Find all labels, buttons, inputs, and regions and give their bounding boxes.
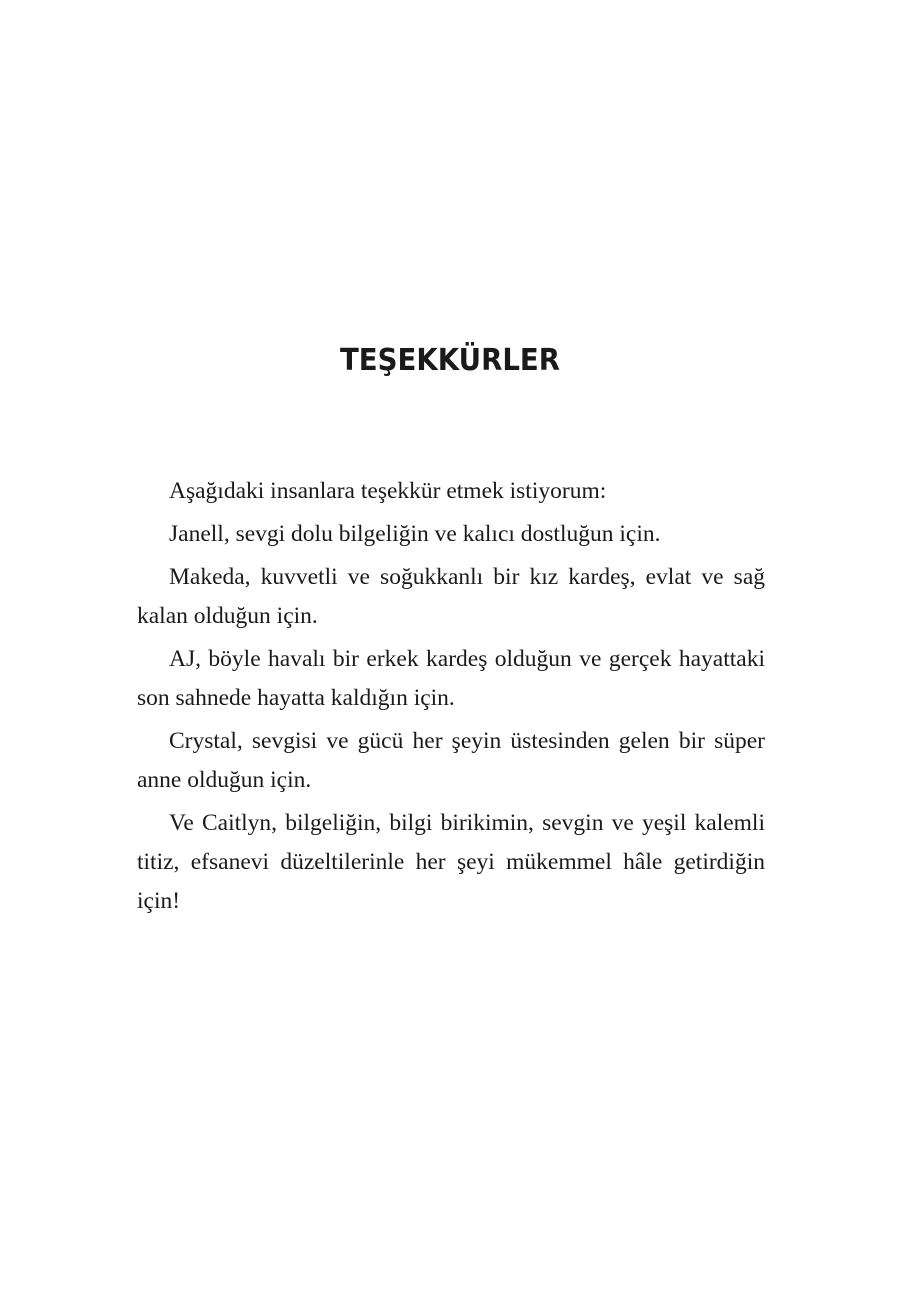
paragraph-makeda: Makeda, kuvvetli ve soğukkanlı bir kız kardeş, evlat ve sağ kalan olduğun için. xyxy=(137,564,765,629)
acknowledgements-text xyxy=(137,472,765,925)
paragraph-caitlyn: Ve Caitlyn, bilgeliğin, bilgi birikimin, sevgin ve yeşil kalemli titiz, efsanevi düzeltilerinle her şeyi mükemmel hâle getirdiğin için! xyxy=(137,810,765,914)
paragraph-crystal: Crystal, sevgisi ve gücü her şeyin üstesinden gelen bir süper anne olduğun için. xyxy=(137,728,765,793)
paragraph-janell: Janell, sevgi dolu bilgeliğin ve kalıcı dostluğun için. xyxy=(169,521,661,547)
paragraph-aj: AJ, böyle havalı bir erkek kardeş olduğun ve gerçek hayattaki son sahnede hayatta kaldığın için. xyxy=(137,646,765,711)
page-title: TEŞEKKÜRLER xyxy=(339,343,561,378)
paragraph-intro: Aşağıdaki insanlara teşekkür etmek istiyorum: xyxy=(169,478,607,504)
